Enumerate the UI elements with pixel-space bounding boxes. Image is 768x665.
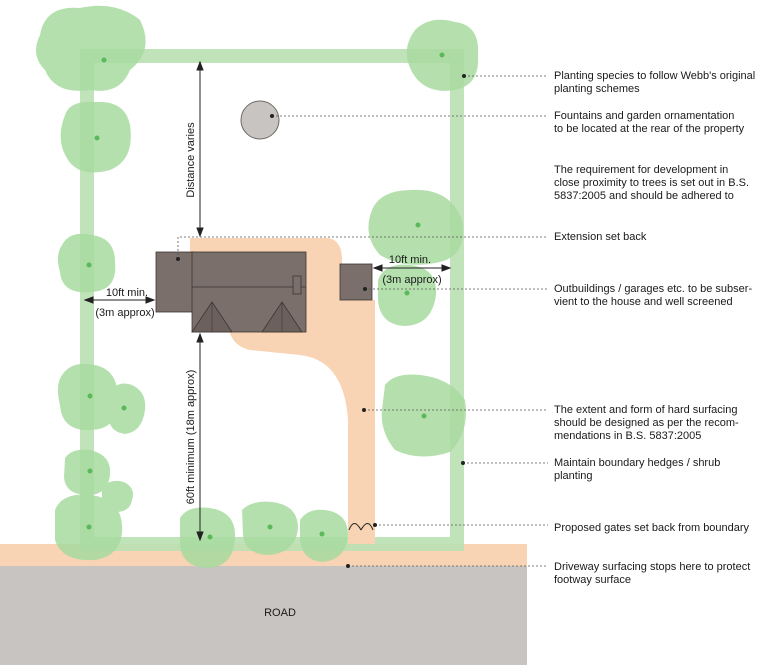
tree bbox=[58, 234, 115, 293]
note-fountains: Fountains and garden ornamentation to be located at the rear of the property bbox=[554, 110, 745, 135]
note-gates: Proposed gates set back from boundary bbox=[554, 522, 750, 534]
note-outbuildings: Outbuildings / garages etc. to be subser- vient to the house and well screened bbox=[554, 283, 753, 308]
house bbox=[156, 252, 306, 332]
left-gap-label-2: (3m approx) bbox=[95, 307, 155, 319]
tree bbox=[36, 6, 146, 91]
note-extension-setback: Extension set back bbox=[554, 231, 647, 243]
setback-60ft-label: 60ft minimum (18m approx) bbox=[185, 369, 197, 505]
note-planting-species: Planting species to follow Webb's original planting schemes bbox=[554, 70, 756, 95]
tree bbox=[180, 507, 235, 568]
left-gap-label-1: 10ft min. bbox=[105, 287, 149, 299]
note-driveway-surfacing: Driveway surfacing stops here to protect footway surface bbox=[554, 561, 751, 586]
road-label: ROAD bbox=[264, 607, 296, 619]
fountain-ornament bbox=[241, 101, 279, 139]
note-hard-surfacing: The extent and form of hard surfacing should be designed as per the recom- mendations in B.S. 5837:2005 bbox=[554, 404, 739, 442]
distance-varies-label: Distance varies bbox=[185, 122, 197, 198]
tree bbox=[108, 384, 145, 434]
right-gap-label-1: 10ft min. bbox=[388, 254, 432, 266]
right-gap-label-2: (3m approx) bbox=[382, 274, 442, 286]
house-extension bbox=[156, 252, 194, 312]
note-tree-requirement: The requirement for development in close proximity to trees is set out in B.S. 5837:2005 and should be adhered to bbox=[554, 164, 750, 202]
note-boundary-hedges: Maintain boundary hedges / shrub planting bbox=[554, 457, 721, 482]
outbuilding bbox=[340, 264, 372, 300]
